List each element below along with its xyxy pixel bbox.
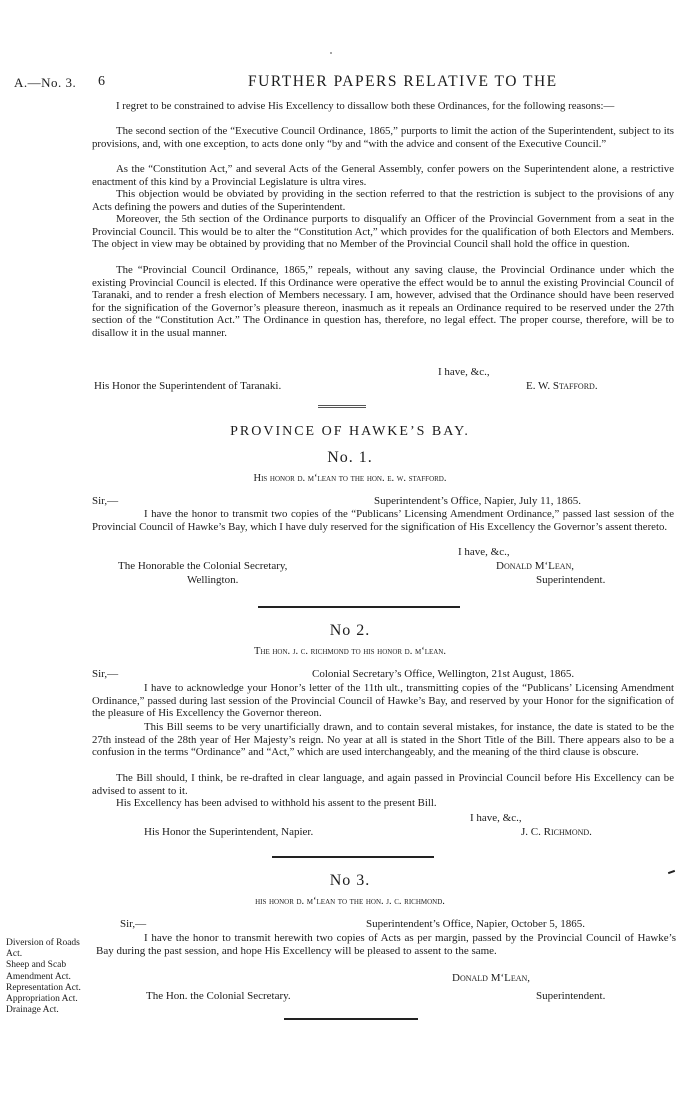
end-divider	[284, 1018, 418, 1020]
letter-3-place-date: Superintendent’s Office, Napier, October 5, 1865.	[366, 918, 585, 930]
taranaki-para-6: The “Provincial Council Ordinance, 1865,” repeals, without any saving clause, the Provincial Ordinance under which the existing Provincial Council is elected. If this Ordinance were operative the effect would be to annul the existing Provincial Council of Taranaki, and to render a fresh election of Members necessary. I am, however, advised that the Ordinance should have been reserved for the signification of the Governor’s pleasure thereon, inasmuch as it repeals an Ordinance required to be reserved under the 27th section of the “Constitution Act.” The Ordinance in question has, therefore, no legal effect. The proper course, therefore, will be to disallow it in the usual manner.	[92, 264, 674, 339]
letter-1-signature: Donald M‘Lean,	[496, 560, 575, 572]
taranaki-para-5: Moreover, the 5th section of the Ordinance purports to disqualify an Officer of the Provincial Government from a seat in the Provincial Council. This would be to alter the “Constitution Act,” which provides for the qualification of both Electors and Members. The object in view may be obtained by providing that no Member of the Provincial Council shall hold the office in question.	[92, 213, 674, 251]
taranaki-closing: I have, &c.,	[438, 366, 490, 378]
margin-notes	[6, 938, 90, 1016]
letter-1-closing: I have, &c.,	[458, 546, 510, 558]
margin-note: Representation Act.	[6, 982, 81, 993]
taranaki-para-1: I regret to be constrained to advise His Excellency to dissallow both these Ordinances, for the following reasons:—	[116, 100, 615, 112]
letter-2-salutation: Sir,—	[92, 668, 119, 680]
letter-2-para-2: This Bill seems to be very unartificially drawn, and to contain several mistakes, for instance, the date is stated to be the 27th instead of the 28th year of Her Majesty’s reign. No year at all is stated in the Short Title of the Bill. There appears also to be a confusion in the terms “Ordinance” and “Act,” which are used interchangeably, and the meaning of the third clause is obscure.	[92, 721, 674, 759]
letter-2-para-3: The Bill should, I think, be re-drafted in clear language, and again passed in Provincial Council before His Excellency can be advised to assent to it.	[92, 772, 674, 797]
letter-2-number: No 2.	[329, 622, 371, 639]
taranaki-para-4: This objection would be obviated by providing in the section referred to that the restriction is subject to the provisions of any Acts defining the powers and duties of the Superintendent.	[92, 188, 674, 213]
letter-3-from-to: his honor d. m‘lean to the hon. j. c. richmond.	[255, 896, 445, 907]
letter-3-body: I have the honor to transmit herewith two copies of Acts as per margin, passed by the Provincial Council of Hawke’s Bay during the past session, and hope His Excellency will be pleased to assent to the same.	[96, 932, 676, 957]
letter-3-recipient: The Hon. the Colonial Secretary.	[146, 990, 291, 1002]
letter-1-recipient: The Honorable the Colonial Secretary,	[118, 560, 288, 572]
margin-note: Drainage Act.	[6, 1005, 59, 1016]
taranaki-addressee: His Honor the Superintendent of Taranaki.	[94, 380, 282, 392]
taranaki-para-3: As the “Constitution Act,” and several Acts of the General Assembly, confer powers on the Superintendent alone, a restrictive enactment of this kind by a Provincial Legislature is ultra vires.	[92, 163, 674, 188]
letter-1-from-to: His honor d. m‘lean to the hon. e. w. stafford.	[253, 473, 447, 484]
margin-note: Appropriation Act.	[6, 994, 78, 1005]
letter-1-salutation: Sir,—	[92, 495, 119, 507]
page-title: FURTHER PAPERS RELATIVE TO THE	[248, 73, 558, 90]
letter-1-signature-title: Superintendent.	[536, 574, 606, 586]
ink-speck	[330, 52, 332, 54]
page-number: 6	[98, 74, 105, 89]
letter-2-from-to: The hon. j. c. richmond to his honor d. m‘lean.	[254, 646, 446, 657]
letter-divider	[272, 856, 434, 858]
letter-3-number: No 3.	[329, 872, 371, 889]
letter-2-para-4: His Excellency has been advised to withhold his assent to the present Bill.	[116, 797, 437, 809]
margin-note: Sheep and Scab Amendment Act.	[6, 960, 71, 982]
letter-2-signature: J. C. Richmond.	[521, 826, 592, 838]
taranaki-signature: E. W. Stafford.	[526, 380, 598, 392]
letter-3-signature-title: Superintendent.	[536, 990, 606, 1002]
section-divider	[318, 405, 366, 408]
letter-2-addressee: His Honor the Superintendent, Napier.	[144, 826, 314, 838]
letter-1-recipient-city: Wellington.	[187, 574, 239, 586]
letter-2-closing: I have, &c.,	[470, 812, 522, 824]
letter-1-place-date: Superintendent’s Office, Napier, July 11, 1865.	[374, 495, 581, 507]
letter-divider	[258, 606, 460, 608]
letter-1-number: No. 1.	[327, 449, 373, 466]
section-heading: PROVINCE OF HAWKE’S BAY.	[230, 424, 470, 439]
margin-note: Diversion of Roads Act.	[6, 938, 80, 960]
taranaki-para-2: The second section of the “Executive Council Ordinance, 1865,” purports to limit the action of the Superintendent, subject to its provisions, and, with one exception, to acts done only “by and “with the advice and consent of the Executive Council.”	[92, 125, 674, 150]
letter-3-salutation: Sir,—	[120, 918, 147, 930]
letter-2-para-1: I have to acknowledge your Honor’s letter of the 11th ult., transmitting copies of the “Publicans’ Licensing Amendment Ordinance,” passed during last session of the Provincial Council of Hawke’s Bay, and reserved by your Honor for the signification of the pleasure of His Excellency the Governor thereon.	[92, 682, 674, 720]
letter-1-body: I have the honor to transmit two copies of the “Publicans’ Licensing Amendment Ordinance,” passed last session of the Provincial Council of Hawke’s Bay, which I have duly reserved for the signification of His Excellency the Governor’s assent thereto.	[92, 508, 674, 533]
letter-3-signature: Donald M‘Lean,	[452, 972, 531, 984]
letter-2-place-date: Colonial Secretary’s Office, Wellington, 21st August, 1865.	[312, 668, 575, 680]
paper-reference: A.—No. 3.	[14, 75, 77, 90]
